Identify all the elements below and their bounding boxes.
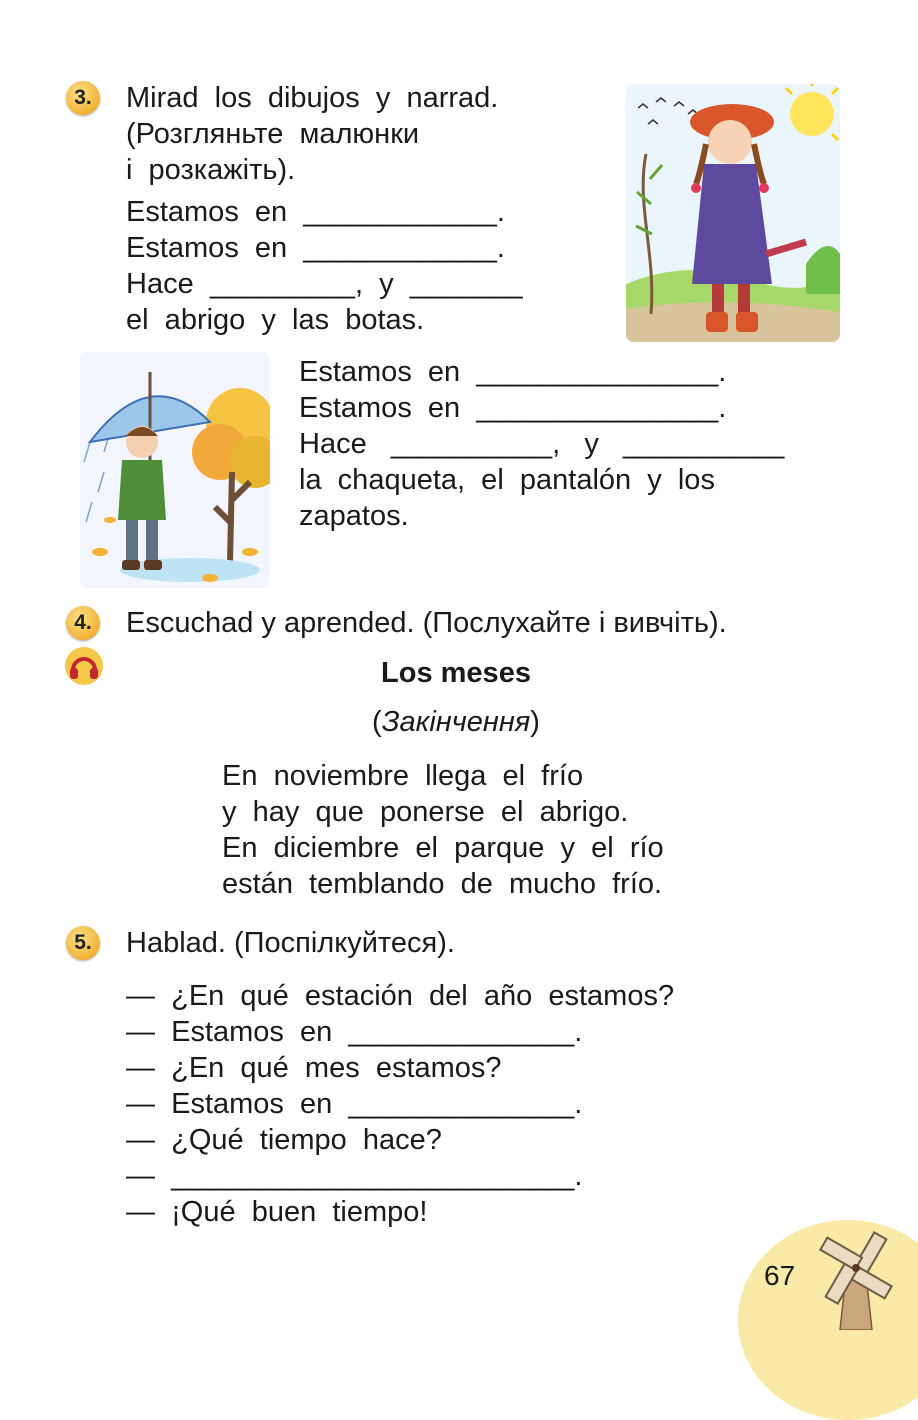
exercise-3-badge: 3.	[66, 81, 100, 115]
dialogue	[126, 978, 674, 1230]
exercise-3-instruction	[126, 80, 498, 188]
fill-line: Estamos en _______________.	[299, 356, 727, 388]
dialogue-line: — ¡Qué buen tiempo!	[126, 1196, 428, 1228]
poem-subtitle	[300, 704, 612, 740]
instruction-line: (Розгляньте малюнки	[126, 118, 420, 150]
poem-title: Los meses	[381, 657, 531, 689]
subtitle-text: Закінчення	[381, 706, 531, 738]
subtitle-paren-open: (	[372, 706, 382, 738]
fill-line: zapatos.	[299, 500, 409, 532]
poem-body	[222, 758, 664, 902]
poem-line: En noviembre llega el frío	[222, 760, 584, 792]
fill-line: Hace _________, y _______	[126, 268, 523, 300]
dialogue-line: — ¿Qué tiempo hace?	[126, 1124, 442, 1156]
fill-line: Estamos en ____________.	[126, 232, 505, 264]
dialogue-line: — _________________________.	[126, 1160, 583, 1192]
exercise-4-badge: 4.	[66, 606, 100, 640]
exercise-3-fill-block-2	[299, 354, 784, 534]
windmill-icon	[800, 1222, 910, 1330]
exercise-5-instruction: Hablad. (Поспілкуйтеся).	[126, 927, 455, 959]
dialogue-line: — Estamos en ______________.	[126, 1016, 583, 1048]
fill-line: Estamos en ____________.	[126, 196, 505, 228]
dialogue-line: — ¿En qué mes estamos?	[126, 1052, 502, 1084]
exercise-5-badge: 5.	[66, 926, 100, 960]
exercise-3-fill-block-1	[126, 194, 523, 338]
fill-line: la chaqueta, el pantalón y los	[299, 464, 715, 496]
fill-line: el abrigo y las botas.	[126, 304, 425, 336]
poem-line: están temblando de mucho frío.	[222, 868, 663, 900]
poem-line: En diciembre el parque y el río	[222, 832, 664, 864]
subtitle-paren-close: )	[530, 706, 540, 738]
fill-line: Hace __________, y __________	[299, 428, 785, 460]
exercise-4-instruction: Escuchad y aprended. (Послухайте і вивчіть).	[126, 607, 727, 639]
dialogue-line: — ¿En qué estación del año estamos?	[126, 980, 675, 1012]
girl-autumn-illustration	[626, 84, 840, 342]
headphones-icon[interactable]	[64, 646, 104, 686]
boy-umbrella-rain-illustration	[80, 352, 270, 588]
fill-line: Estamos en _______________.	[299, 392, 727, 424]
poem-line: y hay que ponerse el abrigo.	[222, 796, 629, 828]
dialogue-line: — Estamos en ______________.	[126, 1088, 583, 1120]
instruction-line: Mirad los dibujos y narrad.	[126, 82, 499, 114]
instruction-line: і розкажіть).	[126, 154, 296, 186]
page-number: 67	[764, 1260, 796, 1291]
